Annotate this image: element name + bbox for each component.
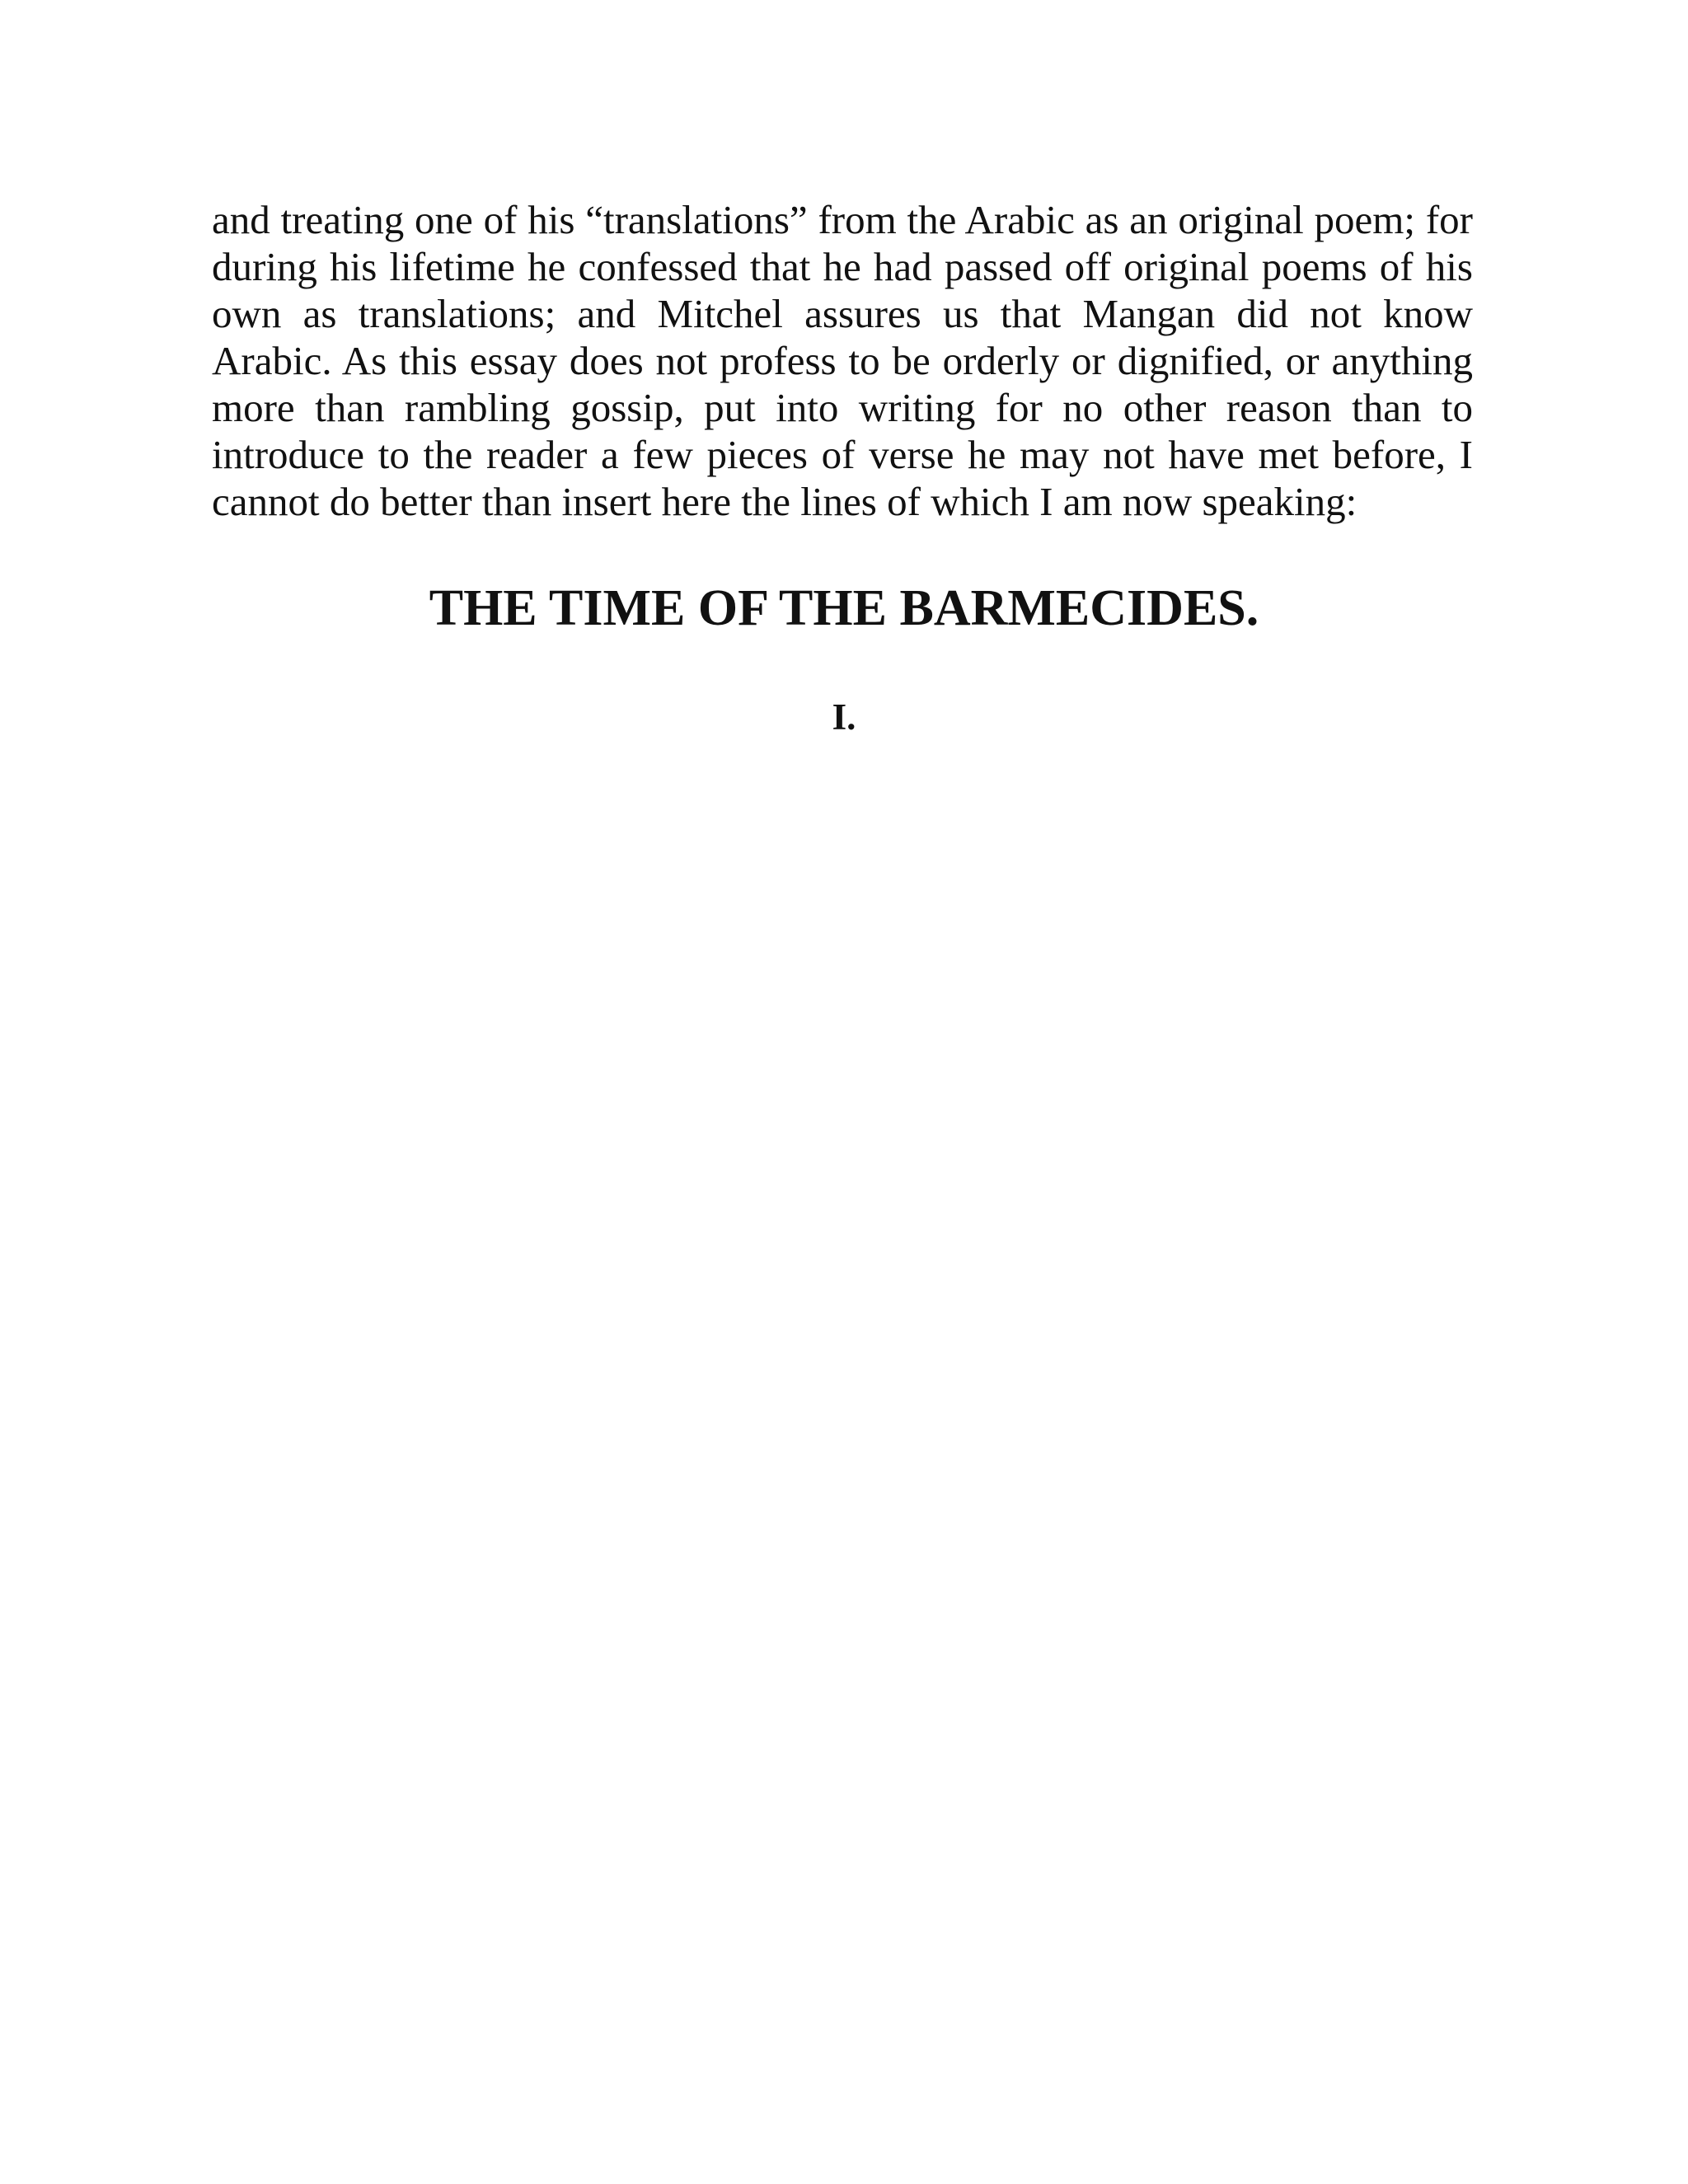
body-paragraph: and treating one of his “translations” from the Arabic as an original poem; for during his lifetime he confessed that he had passed off original poems of his own as translations; and Mitchel assures us that Mangan did not know Arabic. As this essay does not profess to be orderly or dignified, or anything more than rambling gossip, put into writing for no other reason than to introduce to the reader a few pieces of verse he may not have met before, I cannot do better than insert here the lines of which I am now speaking: xyxy=(212,197,1473,524)
poem-title: THE TIME OF THE BARMECIDES. xyxy=(429,580,1259,636)
stanza-number: I. xyxy=(832,696,856,738)
